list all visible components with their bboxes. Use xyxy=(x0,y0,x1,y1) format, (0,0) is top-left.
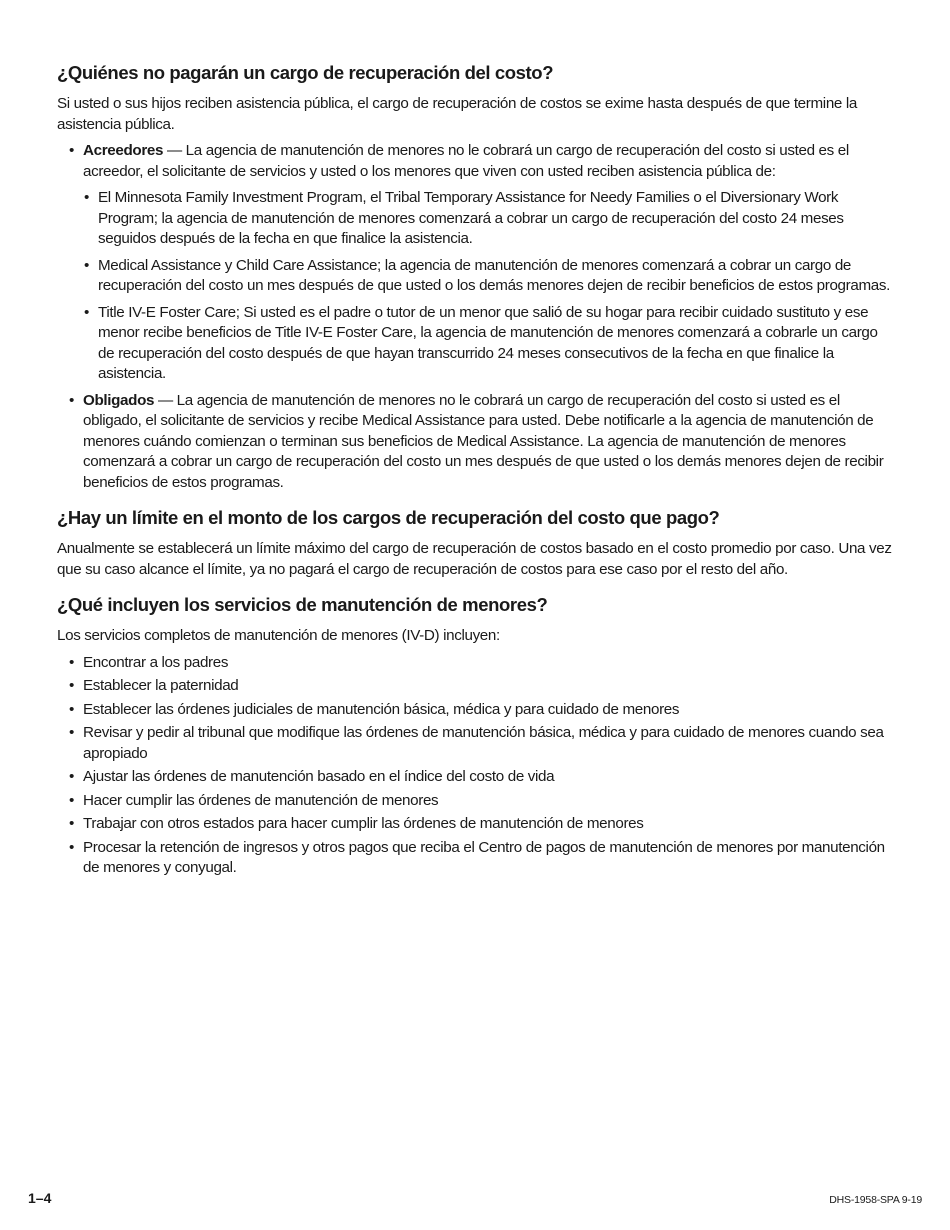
section-heading: ¿Hay un límite en el monto de los cargos de recuperación del costo que pago? xyxy=(57,507,720,528)
list-item: • Establecer las órdenes judiciales de manutención básica, médica y para cuidado de menores xyxy=(57,700,897,721)
section-intro: Los servicios completos de manutención de menores (IV-D) incluyen: xyxy=(57,627,500,644)
form-code: DHS-1958-SPA 9-19 xyxy=(829,1194,922,1206)
section-heading: ¿Qué incluyen los servicios de manutención de menores? xyxy=(57,594,548,615)
term-text: — La agencia de manutención de menores no le cobrará un cargo de recuperación del costo si usted es el acreedor, el solicitante de servicios y usted o los menores que viven con usted reciben asistencia pública de: xyxy=(83,142,849,180)
list-item: • Establecer la paternidad xyxy=(57,676,897,697)
section-exemptions xyxy=(57,62,897,493)
list-item: • Procesar la retención de ingresos y otros pagos que reciba el Centro de pagos de manutención de menores por manutención de menores y conyugal. xyxy=(57,838,897,879)
exemption-list xyxy=(57,141,897,493)
list-item: • Title IV-E Foster Care; Si usted es el padre o tutor de un menor que salió de su hogar para recibir cuidado sustituto y ese menor recibe beneficios de Title IV-E Foster Care, la agencia de manutención de menores comenzará a cobrarle un cargo de recuperación del costo después de que hayan transcurrido 24 meses consecutivos de la fecha en que finalice la asistencia. xyxy=(83,303,897,385)
term-label: Acreedores xyxy=(83,142,164,159)
list-item: • Trabajar con otros estados para hacer cumplir las órdenes de manutención de menores xyxy=(57,814,897,835)
section-services xyxy=(57,594,897,879)
list-item-acreedores xyxy=(57,141,897,385)
section-heading: ¿Quiénes no pagarán un cargo de recuperación del costo? xyxy=(57,62,554,83)
list-item: • Medical Assistance y Child Care Assistance; la agencia de manutención de menores comenzará a cobrar un cargo de recuperación del costo un mes después de que usted o los demás menores dejen de recibir beneficios de estos programas. xyxy=(83,256,897,297)
list-item: • Ajustar las órdenes de manutención basado en el índice del costo de vida xyxy=(57,767,897,788)
services-list xyxy=(57,653,897,879)
list-item: • Encontrar a los padres xyxy=(57,653,897,674)
list-item: • Hacer cumplir las órdenes de manutención de menores xyxy=(57,791,897,812)
section-intro: Si usted o sus hijos reciben asistencia pública, el cargo de recuperación de costos se exime hasta después de que termine la asistencia pública. xyxy=(57,95,857,133)
page-number: 1–4 xyxy=(28,1190,52,1206)
acreedores-sublist xyxy=(83,188,897,385)
section-limit xyxy=(57,507,897,580)
document-page xyxy=(57,62,897,893)
list-item: • El Minnesota Family Investment Program, el Tribal Temporary Assistance for Needy Families o el Diversionary Work Program; la agencia de manutención de menores comenzará a cobrar un cargo de recuperación del costo 24 meses seguidos después de la fecha en que finalice la asistencia. xyxy=(83,188,897,250)
term-text: — La agencia de manutención de menores no le cobrará un cargo de recuperación del costo si usted es el obligado, el solicitante de servicios y recibe Medical Assistance para usted. Debe notificarle a la agencia de manutención de menores cuándo comienzan o terminan sus beneficios de Medical Assistance. La agencia de manutención de menores comenzará a cobrar un cargo de recuperación del costo un mes después de que usted o los demás menores dejen de recibir beneficios de estos programas. xyxy=(83,391,884,491)
term-label: Obligados xyxy=(83,391,155,409)
section-body: Anualmente se establecerá un límite máximo del cargo de recuperación de costos basado en el costo promedio por caso. Una vez que su caso alcance el límite, ya no pagará el cargo de recuperación de costos para ese caso por el resto del año. xyxy=(57,540,892,578)
list-item: • Revisar y pedir al tribunal que modifique las órdenes de manutención básica, médica y para cuidado de menores cuando sea apropiado xyxy=(57,723,897,764)
list-item-obligados xyxy=(57,391,897,494)
